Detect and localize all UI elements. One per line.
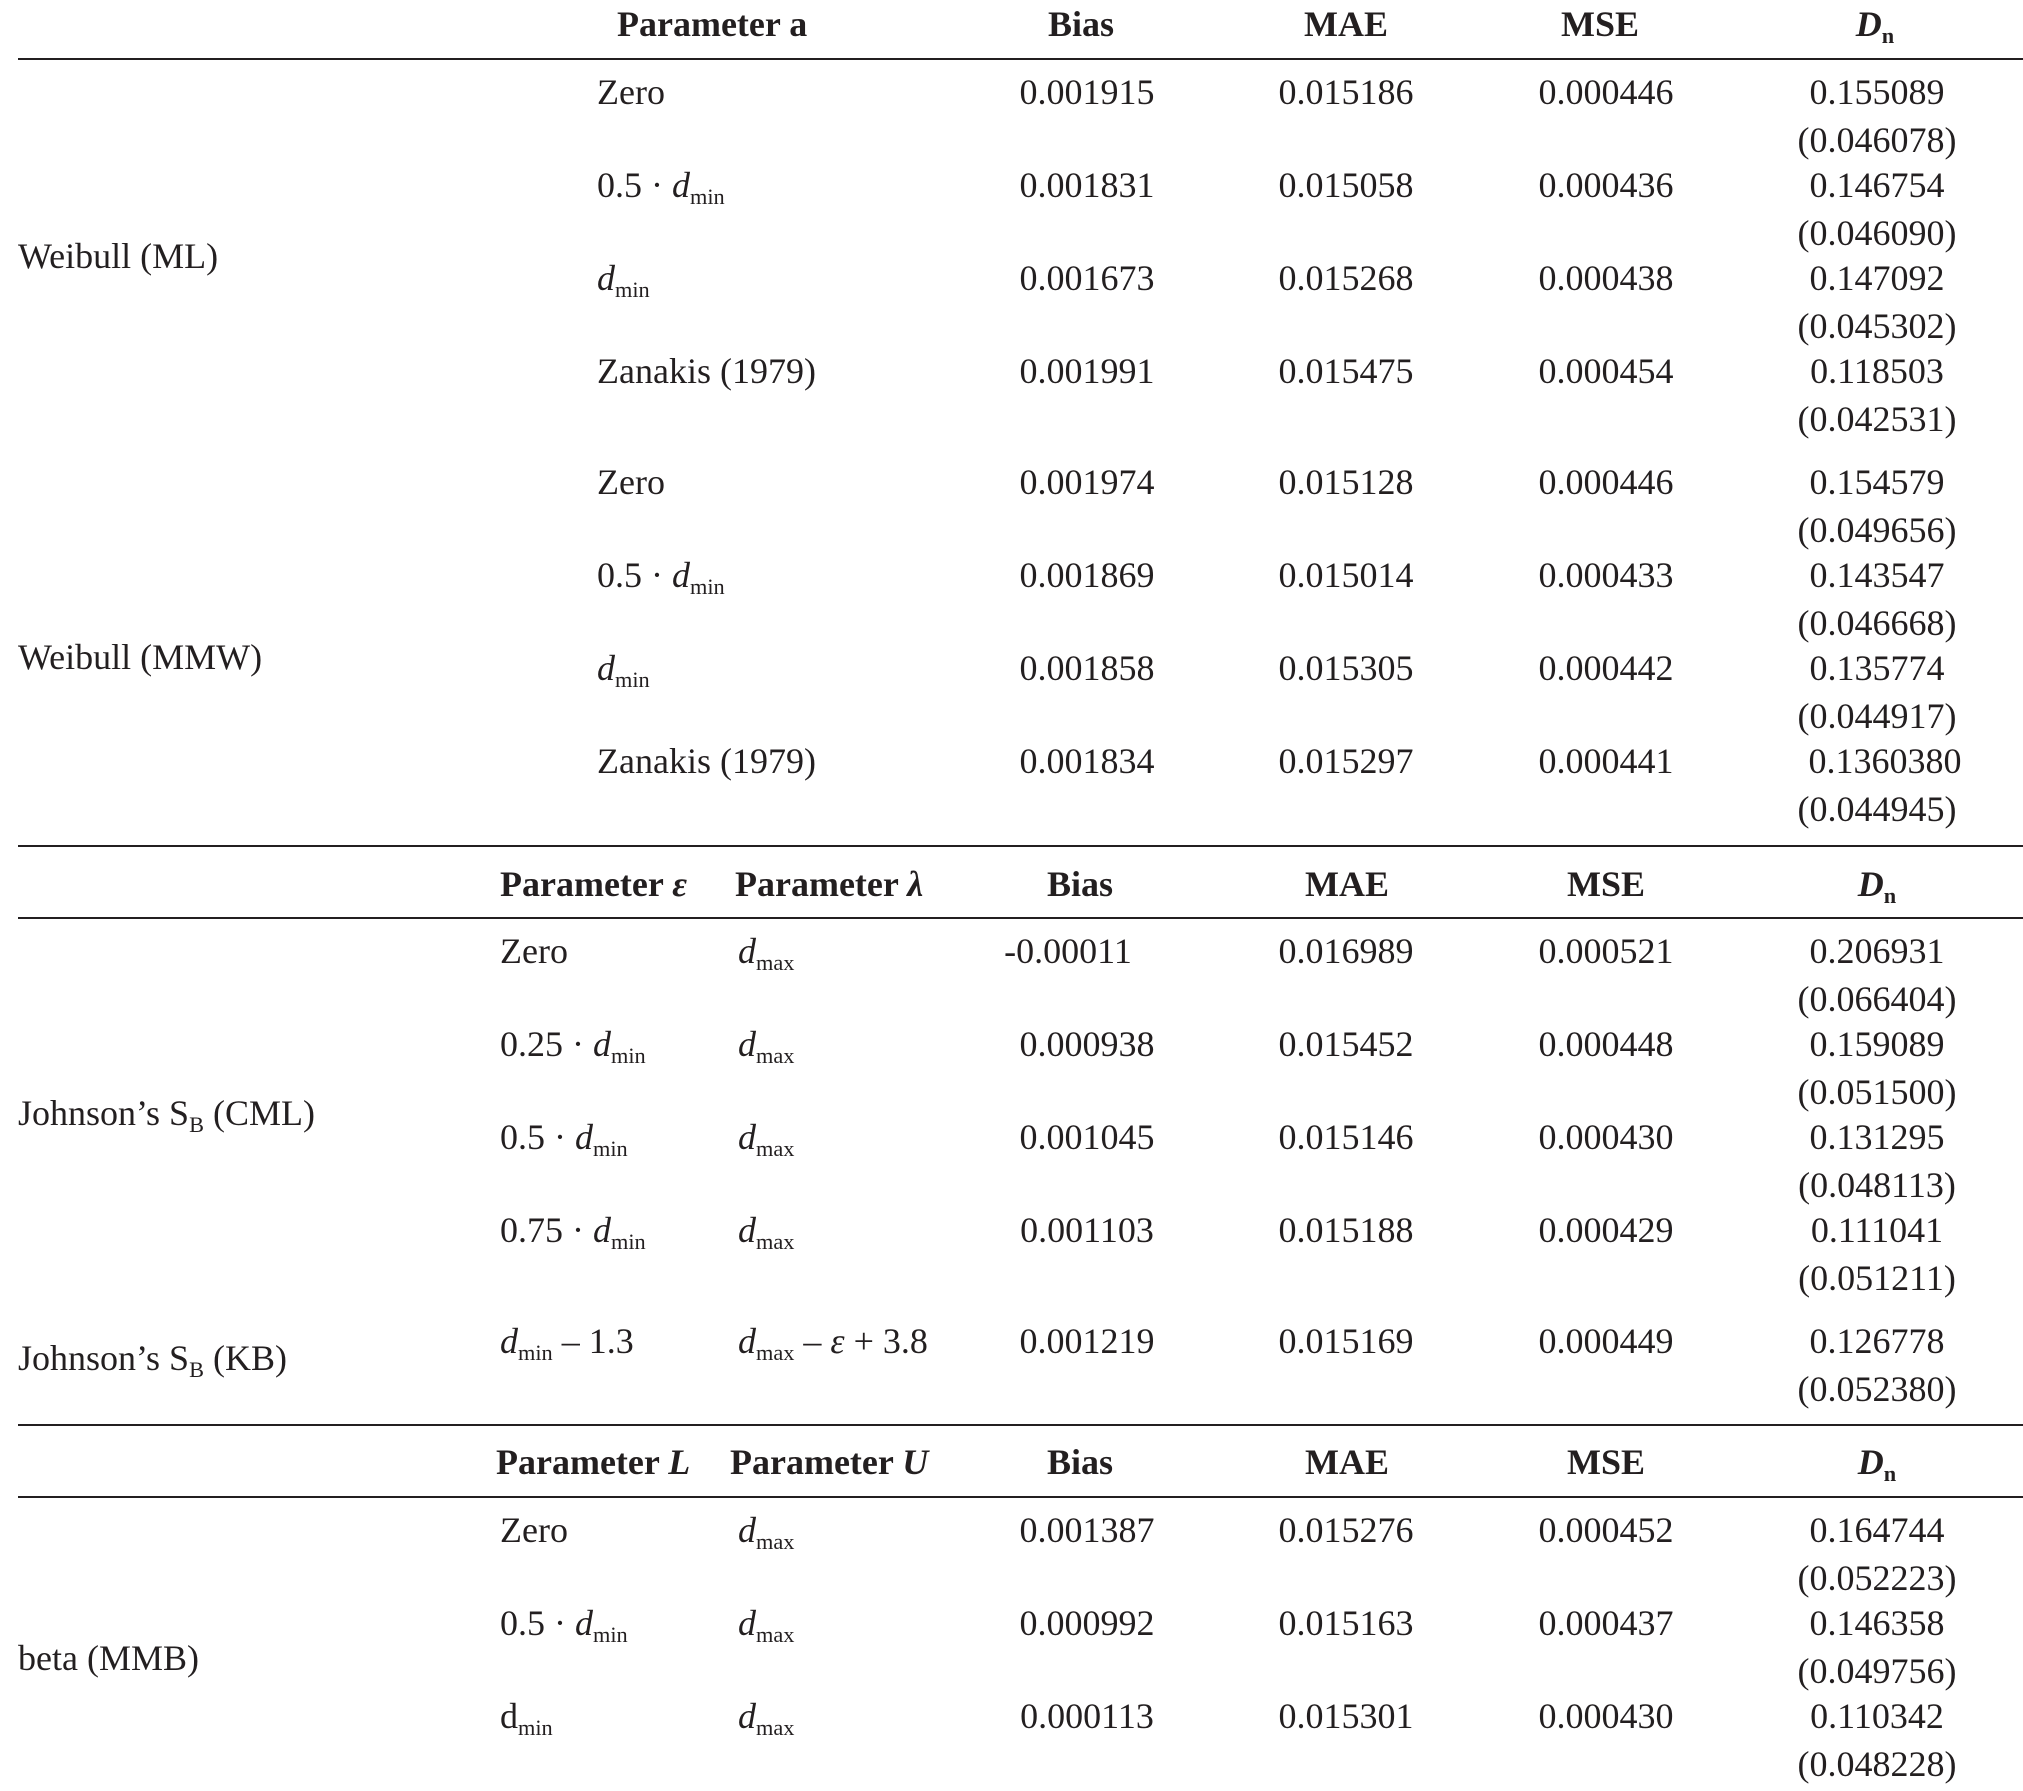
- bias-value: 0.001991: [1019, 351, 1155, 391]
- header-dn: $D_n$: [1855, 4, 1895, 49]
- dn-value: 0.154579: [1809, 462, 1945, 502]
- param-1-value: $0.25 \cdot d_{min}$: [500, 1024, 646, 1069]
- bias-value: 0.001869: [1019, 555, 1155, 595]
- param-value: $0.5 \cdot d_{min}$: [597, 165, 725, 210]
- param-value: Zero: [597, 72, 665, 112]
- method-label: Johnson’s $S_B$ (CML): [18, 1093, 315, 1138]
- header-rule: [18, 58, 2023, 60]
- param-value: Zero: [597, 462, 665, 502]
- dn-sd-value: (0.042531): [1797, 399, 1957, 439]
- dn-sd-value: (0.066404): [1797, 979, 1957, 1019]
- dn-value: 0.135774: [1809, 648, 1945, 688]
- mse-value: 0.000454: [1538, 351, 1674, 391]
- dn-sd-value: (0.046078): [1797, 120, 1957, 160]
- param-2-value: $d_{max}$: [738, 1210, 795, 1255]
- mae-value: 0.015301: [1278, 1696, 1414, 1736]
- mae-value: 0.015169: [1278, 1321, 1414, 1361]
- section-rule: [18, 845, 2023, 847]
- mse-value: 0.000429: [1538, 1210, 1674, 1250]
- bias-value: 0.001831: [1019, 165, 1155, 205]
- mse-value: 0.000449: [1538, 1321, 1674, 1361]
- dn-value: 0.131295: [1809, 1117, 1945, 1157]
- header-mse: MSE: [1560, 4, 1639, 44]
- dn-value: 0.146358: [1809, 1603, 1945, 1643]
- param-1-value: $0.75 \cdot d_{min}$: [500, 1210, 646, 1255]
- header-mae: MAE: [1304, 4, 1388, 44]
- mse-value: 0.000448: [1538, 1024, 1674, 1064]
- mae-value: 0.015475: [1278, 351, 1414, 391]
- param-value: Zanakis (1979): [597, 741, 816, 781]
- dn-value: 0.159089: [1809, 1024, 1945, 1064]
- header-parameter-u: Parameter U: [730, 1442, 929, 1482]
- mse-value: 0.000452: [1538, 1510, 1674, 1550]
- mae-value: 0.015014: [1278, 555, 1414, 595]
- mae-value: 0.015146: [1278, 1117, 1414, 1157]
- header-mae: MAE: [1305, 864, 1389, 904]
- param-value: $d_{min}$: [597, 648, 650, 693]
- mae-value: 0.015163: [1278, 1603, 1414, 1643]
- header-rule: [18, 917, 2023, 919]
- mae-value: 0.015452: [1278, 1024, 1414, 1064]
- bias-value: -0.00011: [1004, 931, 1132, 971]
- mse-value: 0.000436: [1538, 165, 1674, 205]
- param-1-value: Zero: [500, 1510, 568, 1550]
- header-parameter-a: Parameter a: [617, 4, 808, 44]
- dn-value: 0.164744: [1809, 1510, 1945, 1550]
- dn-value: 0.110342: [1810, 1696, 1944, 1736]
- header-mae: MAE: [1305, 1442, 1389, 1482]
- mse-value: 0.000442: [1538, 648, 1674, 688]
- param-value: Zanakis (1979): [597, 351, 816, 391]
- dn-sd-value: (0.048113): [1798, 1165, 1956, 1205]
- dn-sd-value: (0.044917): [1797, 696, 1957, 736]
- dn-sd-value: (0.051500): [1797, 1072, 1957, 1112]
- header-rule: [18, 1496, 2023, 1498]
- bias-value: 0.001834: [1019, 741, 1155, 781]
- param-2-value: $d_{max}$: [738, 931, 795, 976]
- dn-value: 0.143547: [1809, 555, 1945, 595]
- mae-value: 0.015128: [1278, 462, 1414, 502]
- param-1-value: Zero: [500, 931, 568, 971]
- param-2-value: $d_{max}$: [738, 1117, 795, 1162]
- method-label: beta (MMB): [18, 1638, 199, 1678]
- dn-sd-value: (0.052380): [1797, 1369, 1957, 1409]
- method-label: Weibull (ML): [18, 236, 219, 276]
- dn-value: 0.146754: [1809, 165, 1945, 205]
- mae-value: 0.016989: [1278, 931, 1414, 971]
- header-bias: Bias: [1046, 1442, 1114, 1482]
- dn-value: 0.111041: [1810, 1210, 1944, 1250]
- header-parameter-l: Parameter L: [496, 1442, 691, 1482]
- mae-value: 0.015276: [1278, 1510, 1414, 1550]
- section-rule: [18, 1424, 2023, 1426]
- mse-value: 0.000446: [1538, 72, 1674, 112]
- bias-value: 0.000992: [1019, 1603, 1155, 1643]
- mae-value: 0.015058: [1278, 165, 1414, 205]
- bias-value: 0.001387: [1019, 1510, 1155, 1550]
- mse-value: 0.000430: [1538, 1117, 1674, 1157]
- dn-value: 0.126778: [1809, 1321, 1945, 1361]
- header-dn: $D_n$: [1857, 864, 1897, 909]
- param-1-value: $0.5 \cdot d_{min}$: [500, 1117, 628, 1162]
- mse-value: 0.000433: [1538, 555, 1674, 595]
- mae-value: 0.015188: [1278, 1210, 1414, 1250]
- dn-sd-value: (0.045302): [1797, 306, 1957, 346]
- mse-value: 0.000430: [1538, 1696, 1674, 1736]
- param-1-value: $d_{min} - 1.3$: [500, 1321, 634, 1366]
- dn-sd-value: (0.048228): [1797, 1744, 1957, 1784]
- param-value: $d_{min}$: [597, 258, 650, 303]
- dn-value: 0.206931: [1809, 931, 1945, 971]
- bias-value: 0.000113: [1020, 1696, 1154, 1736]
- mse-value: 0.000437: [1538, 1603, 1674, 1643]
- dn-value: 0.1360380: [1808, 741, 1962, 781]
- dn-value: 0.147092: [1809, 258, 1945, 298]
- mae-value: 0.015186: [1278, 72, 1414, 112]
- dn-sd-value: (0.052223): [1797, 1558, 1957, 1598]
- header-parameter-lambda: Parameter λ: [735, 864, 924, 904]
- header-parameter-epsilon: Parameter ε: [500, 864, 687, 904]
- dn-sd-value: (0.046668): [1797, 603, 1957, 643]
- dn-value: 0.118503: [1810, 351, 1944, 391]
- header-bias: Bias: [1046, 864, 1114, 904]
- dn-sd-value: (0.046090): [1797, 213, 1957, 253]
- param-2-value: $d_{max} - \varepsilon + 3.8$: [738, 1321, 928, 1366]
- bias-value: 0.000938: [1019, 1024, 1155, 1064]
- mse-value: 0.000446: [1538, 462, 1674, 502]
- bias-value: 0.001219: [1019, 1321, 1155, 1361]
- mse-value: 0.000521: [1538, 931, 1674, 971]
- mse-value: 0.000438: [1538, 258, 1674, 298]
- header-mse: MSE: [1566, 1442, 1645, 1482]
- mae-value: 0.015268: [1278, 258, 1414, 298]
- param-2-value: $d_{max}$: [738, 1603, 795, 1648]
- mae-value: 0.015305: [1278, 648, 1414, 688]
- dn-sd-value: (0.044945): [1797, 789, 1957, 829]
- header-mse: MSE: [1566, 864, 1645, 904]
- method-label: Johnson’s $S_B$ (KB): [18, 1338, 287, 1383]
- param-2-value: $d_{max}$: [738, 1024, 795, 1069]
- bias-value: 0.001045: [1019, 1117, 1155, 1157]
- bias-value: 0.001974: [1019, 462, 1155, 502]
- param-value: $0.5 \cdot d_{min}$: [597, 555, 725, 600]
- header-bias: Bias: [1047, 4, 1115, 44]
- param-1-value: $d_{min}$: [500, 1696, 553, 1741]
- bias-value: 0.001915: [1019, 72, 1155, 112]
- dn-sd-value: (0.049756): [1797, 1651, 1957, 1691]
- dn-sd-value: (0.051211): [1798, 1258, 1956, 1298]
- mae-value: 0.015297: [1278, 741, 1414, 781]
- bias-value: 0.001103: [1020, 1210, 1154, 1250]
- dn-sd-value: (0.049656): [1797, 510, 1957, 550]
- dn-value: 0.155089: [1809, 72, 1945, 112]
- mse-value: 0.000441: [1538, 741, 1674, 781]
- param-1-value: $0.5 \cdot d_{min}$: [500, 1603, 628, 1648]
- method-label: Weibull (MMW): [18, 637, 263, 677]
- bias-value: 0.001858: [1019, 648, 1155, 688]
- param-2-value: $d_{max}$: [738, 1510, 795, 1555]
- bias-value: 0.001673: [1019, 258, 1155, 298]
- header-dn: $D_n$: [1857, 1442, 1897, 1487]
- param-2-value: $d_{max}$: [738, 1696, 795, 1741]
